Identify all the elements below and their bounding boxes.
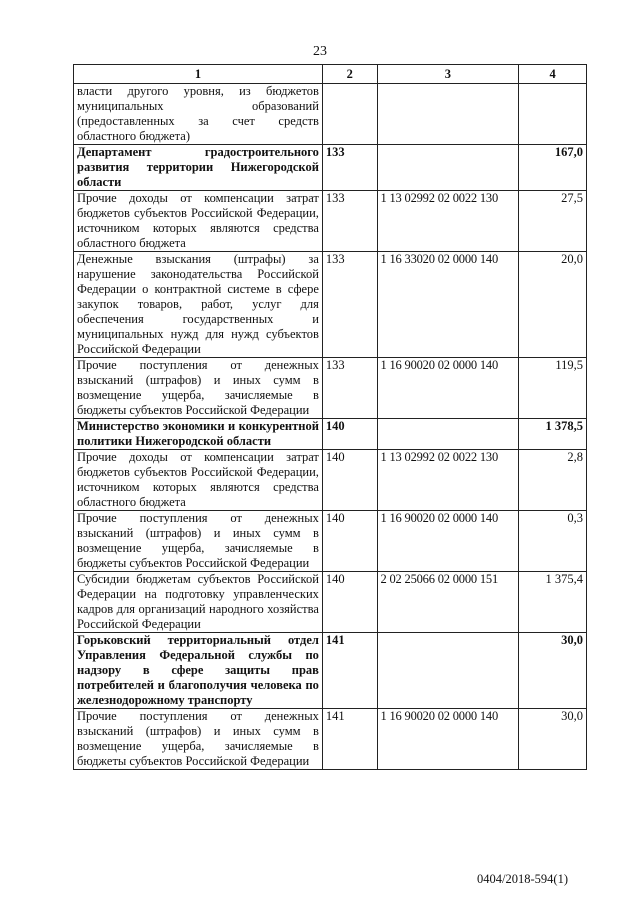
- column-header-1: 1: [74, 65, 323, 84]
- table-row: [74, 358, 587, 419]
- row-amount: 0,3: [519, 511, 587, 572]
- row-code: 140: [322, 572, 377, 633]
- table-header-row: [74, 65, 587, 84]
- row-amount: 27,5: [519, 191, 587, 252]
- department-code: 133: [322, 145, 377, 191]
- department-name: Министерство экономики и конкурентной политики Нижегородской области: [74, 419, 323, 450]
- department-kbk: [377, 633, 519, 709]
- row-name: Субсидии бюджетам субъектов Российской Федерации на подготовку управленческих кадров для организаций народного хозяйства Российской Федерации: [74, 572, 323, 633]
- row-code: 133: [322, 358, 377, 419]
- row-name: Прочие доходы от компенсации затрат бюджетов субъектов Российской Федерации, источником которых являются средства областного бюджета: [74, 191, 323, 252]
- row-name: Прочие поступления от денежных взысканий (штрафов) и иных сумм в возмещение ущерба, зачисляемые в бюджеты субъектов Российской Федерации: [74, 511, 323, 572]
- table-row: [74, 252, 587, 358]
- table-row: [74, 572, 587, 633]
- row-kbk: 2 02 25066 02 0000 151: [377, 572, 519, 633]
- department-name: Департамент градостроительного развития территории Нижегородской области: [74, 145, 323, 191]
- table-row: [74, 709, 587, 770]
- department-kbk: [377, 419, 519, 450]
- row-code: 140: [322, 511, 377, 572]
- department-row: [74, 633, 587, 709]
- row-amount: 119,5: [519, 358, 587, 419]
- row-code: 141: [322, 709, 377, 770]
- row-amount: 20,0: [519, 252, 587, 358]
- row-code: 133: [322, 191, 377, 252]
- row-code: [322, 84, 377, 145]
- row-kbk: 1 13 02992 02 0022 130: [377, 191, 519, 252]
- department-amount: 167,0: [519, 145, 587, 191]
- row-name: Прочие поступления от денежных взысканий (штрафов) и иных сумм в возмещение ущерба, зачисляемые в бюджеты субъектов Российской Федерации: [74, 709, 323, 770]
- row-name: Прочие доходы от компенсации затрат бюджетов субъектов Российской Федерации, источником которых являются средства областного бюджета: [74, 450, 323, 511]
- document-number: 0404/2018-594(1): [477, 872, 568, 886]
- row-amount: 1 375,4: [519, 572, 587, 633]
- table-row: [74, 191, 587, 252]
- department-code: 140: [322, 419, 377, 450]
- row-kbk: 1 16 33020 02 0000 140: [377, 252, 519, 358]
- department-row: [74, 419, 587, 450]
- page-number: 23: [313, 44, 327, 59]
- table-row: [74, 511, 587, 572]
- row-name: Денежные взыскания (штрафы) за нарушение законодательства Российской Федерации о контрактной системе в сфере закупок товаров, работ, услуг для обеспечения государственных и муниципальных нужд для нужд субъектов Российской Федерации: [74, 252, 323, 358]
- revenue-table: [73, 64, 587, 770]
- column-header-4: 4: [519, 65, 587, 84]
- table-row: [74, 450, 587, 511]
- column-header-3: 3: [377, 65, 519, 84]
- row-name: власти другого уровня, из бюджетов муниципальных образований (предоставленных за счет средств областного бюджета): [74, 84, 323, 145]
- table-row: [74, 84, 587, 145]
- column-header-2: 2: [322, 65, 377, 84]
- row-code: 133: [322, 252, 377, 358]
- row-amount: 30,0: [519, 709, 587, 770]
- row-kbk: 1 16 90020 02 0000 140: [377, 511, 519, 572]
- department-name: Горьковский территориальный отдел Управления Федеральной службы по надзору в сфере защиты прав потребителей и благополучия человека по железнодорожному транспорту: [74, 633, 323, 709]
- department-amount: 1 378,5: [519, 419, 587, 450]
- row-kbk: 1 16 90020 02 0000 140: [377, 709, 519, 770]
- row-kbk: 1 13 02992 02 0022 130: [377, 450, 519, 511]
- row-amount: 2,8: [519, 450, 587, 511]
- row-name: Прочие поступления от денежных взысканий (штрафов) и иных сумм в возмещение ущерба, зачисляемые в бюджеты субъектов Российской Федерации: [74, 358, 323, 419]
- department-kbk: [377, 145, 519, 191]
- row-amount: [519, 84, 587, 145]
- row-kbk: [377, 84, 519, 145]
- department-row: [74, 145, 587, 191]
- row-kbk: 1 16 90020 02 0000 140: [377, 358, 519, 419]
- department-code: 141: [322, 633, 377, 709]
- department-amount: 30,0: [519, 633, 587, 709]
- row-code: 140: [322, 450, 377, 511]
